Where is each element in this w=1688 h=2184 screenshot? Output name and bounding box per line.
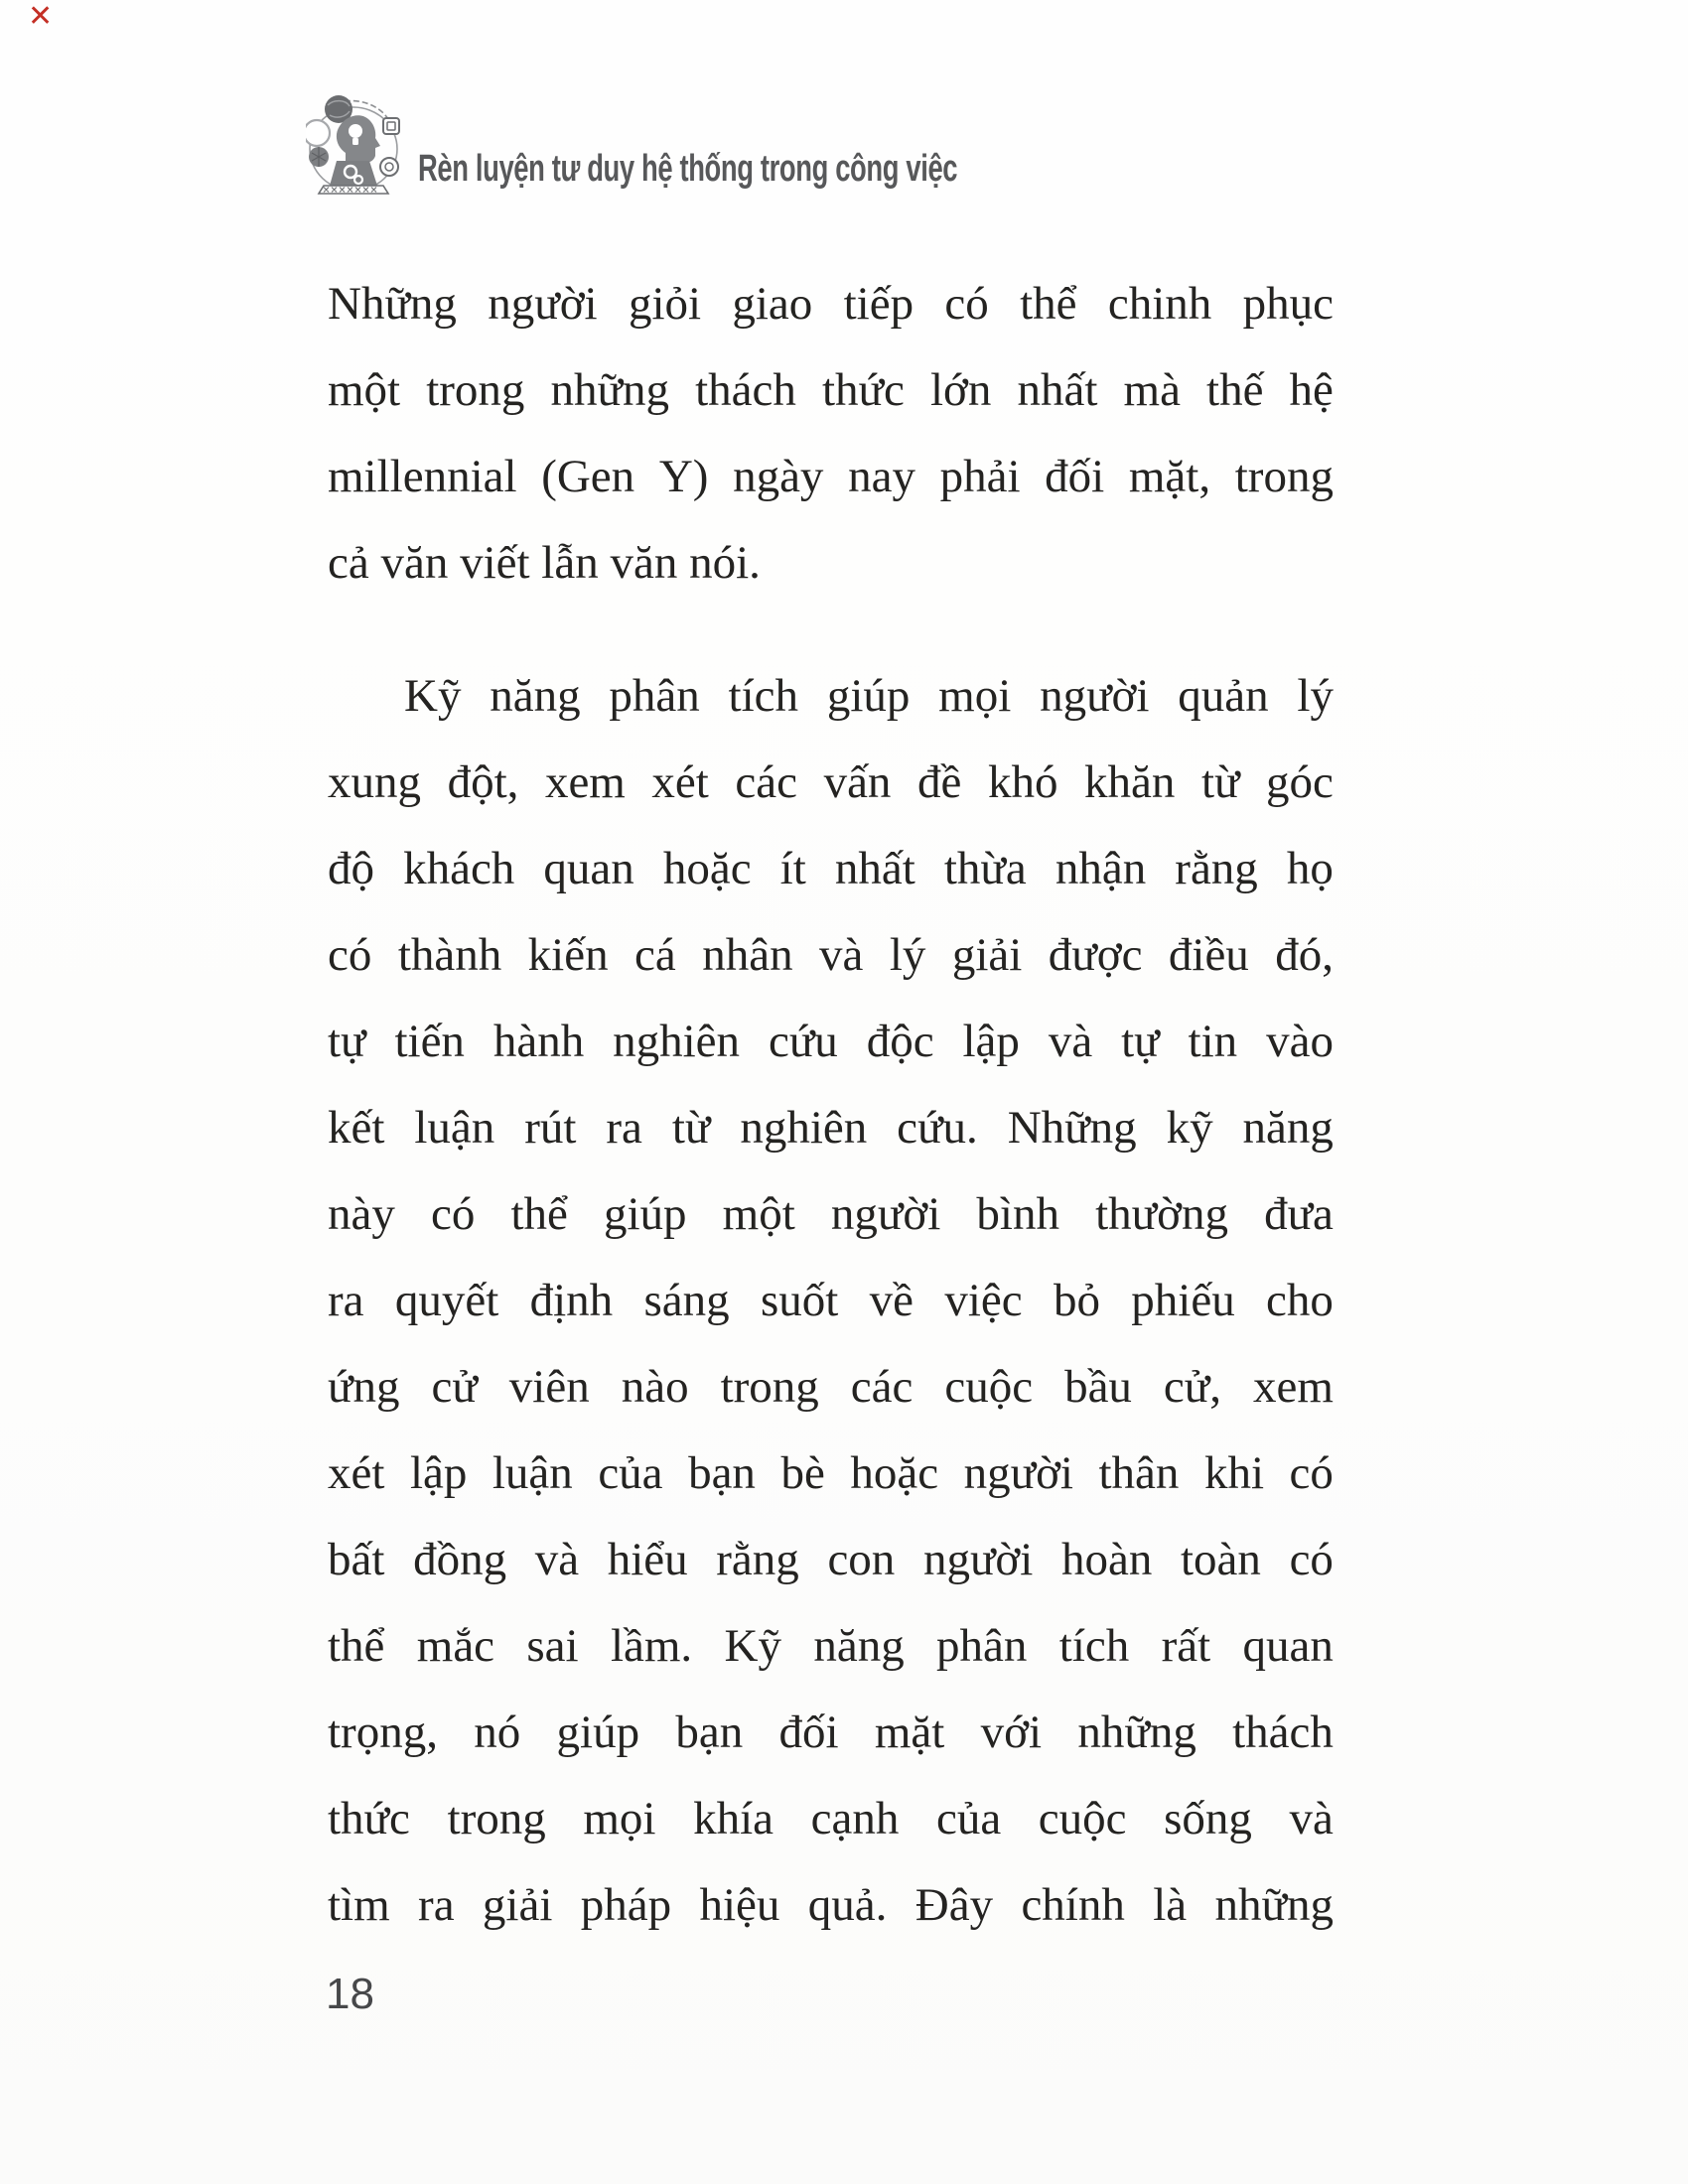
text-line: millennial (Gen Y) ngày nay phải đối mặt, trong <box>328 451 1334 502</box>
text-line: bất đồng và hiểu rằng con người hoàn toàn có <box>328 1534 1334 1585</box>
text-line: thức trong mọi khía cạnh của cuộc sống và <box>328 1793 1334 1844</box>
text-line: tự tiến hành nghiên cứu độc lập và tự tin vào <box>328 1016 1334 1067</box>
text-line: Những người giỏi giao tiếp có thể chinh phục <box>328 278 1334 330</box>
text-line: xét lập luận của bạn bè hoặc người thân khi có <box>328 1447 1334 1499</box>
running-header-title: Rèn luyện tư duy hệ thống trong công việc <box>418 148 958 190</box>
paragraph <box>328 261 1334 607</box>
text-line: thể mắc sai lầm. Kỹ năng phân tích rất quan <box>328 1620 1334 1672</box>
text-line: ứng cử viên nào trong các cuộc bầu cử, xem <box>328 1361 1334 1413</box>
text-line: xung đột, xem xét các vấn đề khó khăn từ góc <box>328 756 1334 808</box>
scan-corner-mark: ✕ <box>28 0 54 34</box>
text-line: Kỹ năng phân tích giúp mọi người quản lý <box>404 670 1334 722</box>
thinking-head-lightbulb-orbit-icon <box>306 91 401 197</box>
text-line: kết luận rút ra từ nghiên cứu. Những kỹ năng <box>328 1102 1334 1154</box>
text-line: độ khách quan hoặc ít nhất thừa nhận rằng họ <box>328 843 1334 894</box>
page-number: 18 <box>326 1970 374 2018</box>
text-line: cả văn viết lẫn văn nói. <box>328 537 761 589</box>
text-line: trọng, nó giúp bạn đối mặt với những thách <box>328 1706 1334 1758</box>
text-line: một trong những thách thức lớn nhất mà thế hệ <box>328 364 1334 416</box>
text-line: này có thể giúp một người bình thường đưa <box>328 1188 1334 1240</box>
text-line: ra quyết định sáng suốt về việc bỏ phiếu cho <box>328 1275 1334 1326</box>
text-line: tìm ra giải pháp hiệu quả. Đây chính là những <box>328 1879 1334 1931</box>
text-line: có thành kiến cá nhân và lý giải được điều đó, <box>328 929 1334 981</box>
paragraph <box>328 653 1334 1949</box>
body-text <box>328 261 1334 1949</box>
